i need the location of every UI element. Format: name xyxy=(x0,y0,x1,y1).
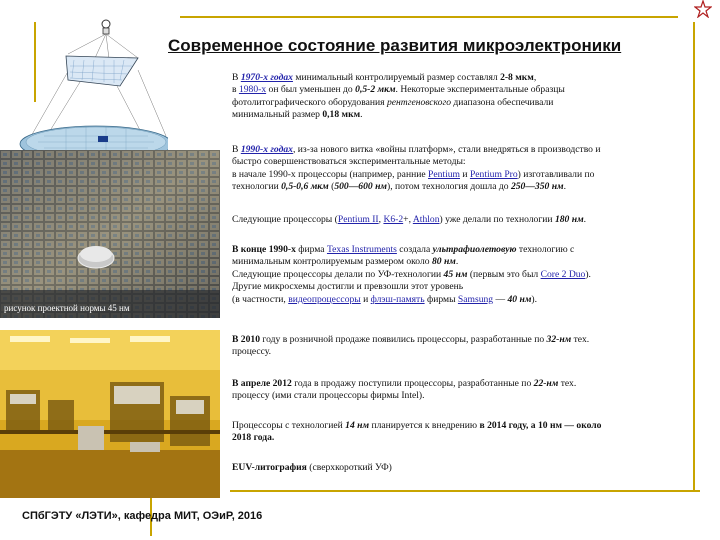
bold-euv: EUV-литография xyxy=(232,462,307,473)
text: Другие микросхемы достигли и превзошли этот уровень xyxy=(232,281,464,293)
paragraph-2012 xyxy=(232,378,692,403)
star-icon xyxy=(694,0,712,18)
image-caption: рисунок проектной нормы 45 нм xyxy=(4,303,130,313)
text: ). xyxy=(531,293,537,305)
value-32nm: 32-нм xyxy=(546,334,572,345)
link-texas-instruments[interactable]: Texas Instruments xyxy=(326,244,397,255)
text: Следующие процессоры ( xyxy=(232,214,338,225)
text: , xyxy=(378,214,384,225)
value-22nm: 22-нм xyxy=(533,378,559,389)
text: он был уменьшен до xyxy=(266,84,356,96)
text: фотолитографического оборудования xyxy=(232,96,387,108)
value-180nm: 180 нм xyxy=(554,214,584,225)
value-05-2um: 0,5-2 мкм xyxy=(355,84,396,96)
text: , из-за нового витка «войны платформ», стали внедряться в производство и xyxy=(292,144,601,155)
lithography-projection-diagram xyxy=(8,8,168,168)
emph-uv: ультрафиолетовую xyxy=(432,244,517,255)
value-500-600nm: 500—600 нм xyxy=(334,181,387,193)
paragraph-14nm xyxy=(232,420,692,445)
paragraph-2010 xyxy=(232,334,692,359)
text: года в продажу поступили процессоры, разработанные по xyxy=(291,378,534,389)
text: в начале 1990-х процессоры (например, ранние xyxy=(232,168,429,180)
text: . xyxy=(455,256,459,268)
text: году в розничной продаже появились процессоры, разработанные по xyxy=(260,334,547,345)
text: минимальным контролируемым размером около xyxy=(232,256,432,268)
text: +, xyxy=(403,214,413,225)
bold-2010: В 2010 xyxy=(232,334,260,345)
value-05-06um: 0,5-0,6 мкм xyxy=(281,181,329,193)
text: — xyxy=(493,293,508,305)
top-rule xyxy=(180,16,678,18)
bold-april-2012: В апреле 2012 xyxy=(232,378,292,389)
link-flash-memory[interactable]: флэш-память xyxy=(370,293,425,305)
text: В xyxy=(232,144,241,155)
text: Следующие процессоры делали по УФ-технологии xyxy=(232,268,444,280)
bold-late-1990s: В конце 1990-х xyxy=(232,244,296,255)
link-1970s[interactable]: 1970-х годах xyxy=(240,72,293,83)
text: минимальный размер xyxy=(232,109,323,121)
text: ). xyxy=(585,268,591,280)
text: и xyxy=(360,293,371,305)
cleanroom-photo xyxy=(0,330,220,498)
link-videoprocessors[interactable]: видеопроцессоры xyxy=(288,293,361,305)
text: (в частности, xyxy=(232,293,289,305)
link-pentium[interactable]: Pentium xyxy=(428,168,460,180)
bottom-rule xyxy=(230,490,700,492)
text: . xyxy=(563,181,567,193)
text: . xyxy=(583,214,587,225)
text: ) уже делали по технологии xyxy=(439,214,555,225)
value-14nm: 14 нм xyxy=(345,420,370,431)
text: и xyxy=(460,168,470,180)
text: технологии xyxy=(232,181,282,193)
bold-2018: 2018 года. xyxy=(232,432,275,444)
emph-xray: рентгеновского xyxy=(386,96,452,108)
text: фирмы xyxy=(424,293,458,305)
text: планируется к внедрению xyxy=(369,420,480,431)
value-018um: 0,18 мкм xyxy=(322,109,361,121)
right-vertical-rule xyxy=(693,22,695,492)
link-pentium-pro[interactable]: Pentium Pro xyxy=(469,168,518,180)
link-pentium-ii[interactable]: Pentium II xyxy=(337,214,379,225)
text: создала xyxy=(396,244,433,255)
text: тех. xyxy=(558,378,577,389)
paragraph-euv xyxy=(232,462,692,474)
text: минимальный контролируемый размер составлял xyxy=(292,72,501,83)
text: ( xyxy=(328,181,335,193)
value-45nm: 45 нм xyxy=(443,268,468,280)
value-2-8um: 2-8 мкм xyxy=(500,72,534,83)
page-title: Современное состояние развития микроэлектроники xyxy=(168,36,622,55)
paragraph-1970s xyxy=(232,72,692,122)
text: технологию с xyxy=(516,244,575,255)
text: ) изготавливали по xyxy=(517,168,595,180)
text: В xyxy=(232,72,241,83)
text: , xyxy=(533,72,537,83)
paragraph-late-1990s xyxy=(232,244,692,306)
text: в xyxy=(232,84,239,96)
link-samsung[interactable]: Samsung xyxy=(457,293,494,305)
bold-2014-10nm: в 2014 году, а 10 нм — около xyxy=(479,420,602,431)
text: фирма xyxy=(295,244,327,255)
wafer-photo xyxy=(0,150,220,318)
link-k6-2[interactable]: K6-2 xyxy=(383,214,404,225)
text: (первым это был xyxy=(467,268,541,280)
text: процессу. xyxy=(232,346,271,358)
value-250-350nm: 250—350 нм xyxy=(510,181,564,193)
text: Процессоры с технологией xyxy=(232,420,346,431)
paragraph-180nm xyxy=(232,214,692,226)
paragraph-1990s xyxy=(232,144,692,194)
link-1980s[interactable]: 1980-х xyxy=(238,84,267,96)
value-40nm: 40 нм xyxy=(507,293,532,305)
link-athlon[interactable]: Athlon xyxy=(412,214,440,225)
text: процессу (ими стали процессоры фирмы Intel). xyxy=(232,390,425,402)
value-80nm: 80 нм xyxy=(431,256,456,268)
text: диапазона обеспечивали xyxy=(451,96,554,108)
link-1990s[interactable]: 1990-х годах xyxy=(240,144,293,155)
text: тех. xyxy=(571,334,590,345)
footer-text: СПбГЭТУ «ЛЭТИ», кафедра МИТ, ОЭиР, 2016 xyxy=(22,510,263,522)
text: ), потом технология дошла до xyxy=(387,181,511,193)
text: . Некоторые экспериментальные образцы xyxy=(395,84,565,96)
text: . xyxy=(360,109,363,121)
text: (сверхкороткий УФ) xyxy=(306,462,392,473)
text: быстро совершенствоваться экспериментальные методы: xyxy=(232,156,466,168)
link-core-2-duo[interactable]: Core 2 Duo xyxy=(540,268,586,280)
